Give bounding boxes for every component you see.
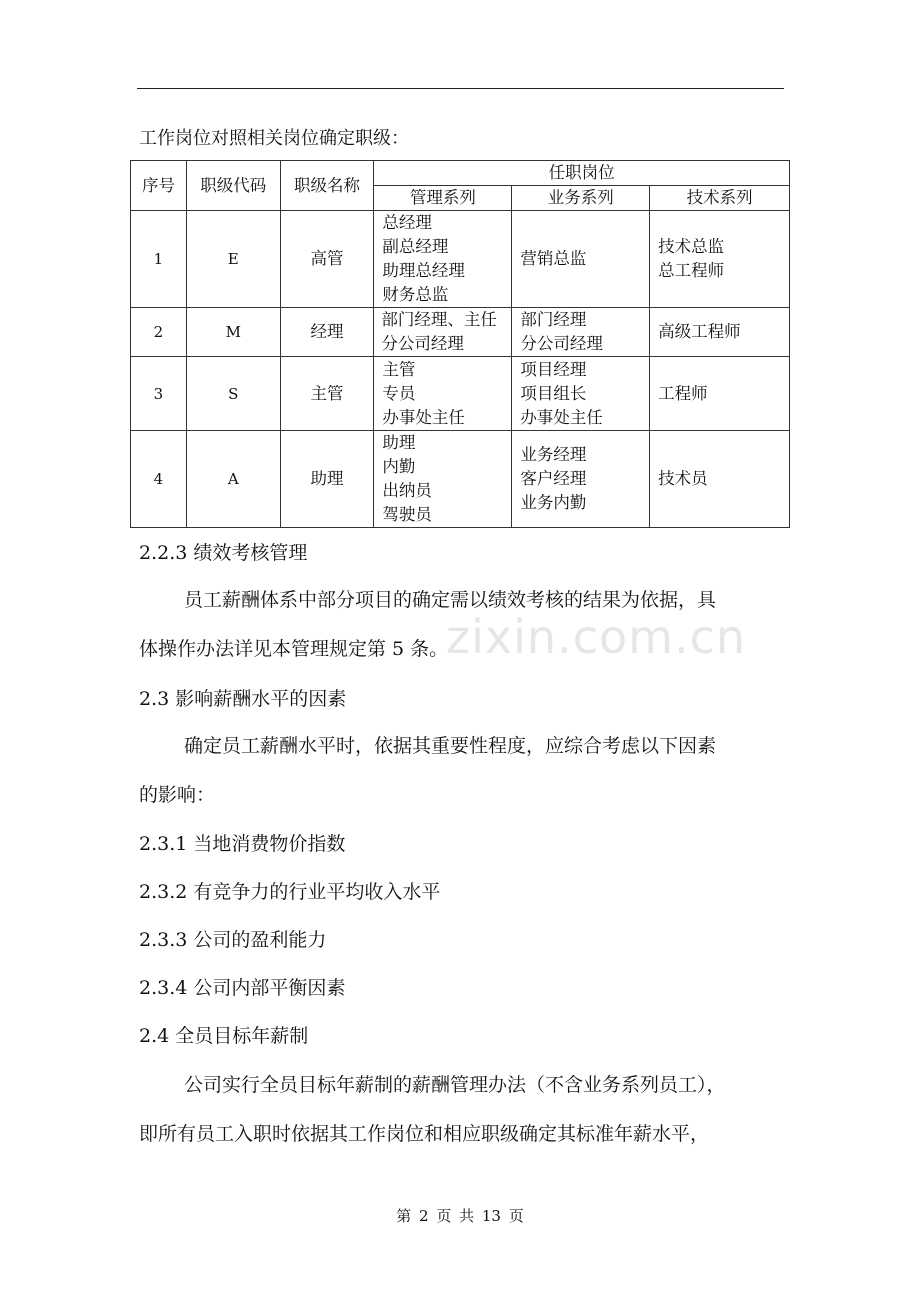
- cell-line: 分公司经理: [381, 334, 464, 353]
- row-code: E: [186, 211, 280, 308]
- cell-line: 财务总监: [382, 285, 449, 304]
- section-heading-2-3: 2.3 影响薪酬水平的因素: [139, 688, 347, 710]
- row-biz-cell: [512, 431, 650, 528]
- row-biz-cell: [512, 211, 650, 308]
- row-mgmt-cell: [374, 431, 512, 528]
- row-tech-cell: [650, 308, 790, 357]
- section-heading-2-3-4: 2.3.4 公司内部平衡因素: [139, 977, 346, 999]
- table-row: [131, 308, 790, 357]
- section-heading-2-4: 2.4 全员目标年薪制: [139, 1025, 309, 1047]
- cell-line: 工程师: [658, 383, 708, 403]
- cell-line: 出纳员: [382, 481, 432, 500]
- row-seq: 4: [131, 431, 187, 528]
- grade-table: [130, 160, 790, 528]
- cell-line: 内勤: [382, 457, 416, 476]
- cell-line: 高级工程师: [658, 322, 741, 341]
- row-seq: 2: [131, 308, 187, 357]
- row-tech-cell: [650, 211, 790, 308]
- cell-line: 分公司经理: [520, 334, 603, 353]
- paragraph-line: 公司实行全员目标年薪制的薪酬管理办法（不含业务系列员工），: [184, 1074, 726, 1096]
- cell-line: 技术员: [658, 469, 708, 488]
- row-tech-cell: [650, 431, 790, 528]
- cell-line: 技术总监: [658, 237, 725, 256]
- section-heading-2-3-2: 2.3.2 有竞争力的行业平均收入水平: [139, 881, 441, 903]
- row-biz-cell: [512, 357, 650, 431]
- section-heading-2-3-3: 2.3.3 公司的盈利能力: [139, 929, 327, 951]
- row-biz-cell: [512, 308, 650, 357]
- cell-line: 办事处主任: [520, 407, 603, 427]
- row-grade-name: 助理: [280, 431, 374, 528]
- table-intro: 工作岗位对照相关岗位确定职级：: [139, 128, 409, 149]
- cell-line: 助理: [382, 433, 416, 452]
- cell-line: 办事处主任: [382, 407, 465, 427]
- cell-line: 部门经理: [520, 310, 587, 329]
- cell-line: 业务内勤: [520, 493, 587, 512]
- row-mgmt-cell: [374, 211, 512, 308]
- cell-line: 总工程师: [658, 261, 725, 280]
- row-grade-name: 经理: [280, 308, 374, 357]
- header-tech: 技术系列: [650, 186, 790, 211]
- watermark: zixin.com.cn: [446, 610, 747, 664]
- header-rule: [137, 88, 784, 89]
- header-mgmt: 管理系列: [374, 186, 512, 211]
- cell-line: 业务经理: [520, 445, 587, 464]
- header-seq: 序号: [131, 161, 187, 211]
- page-footer: 第 2 页 共 13 页: [396, 1207, 524, 1225]
- paragraph-line: 的影响：: [139, 784, 216, 806]
- paragraph-line: 确定员工薪酬水平时，依据其重要性程度，应综合考虑以下因素: [184, 735, 717, 757]
- section-heading-2-2-3: 2.2.3 绩效考核管理: [139, 542, 308, 564]
- row-mgmt-cell: [374, 308, 512, 357]
- cell-line: 主管: [382, 359, 416, 379]
- section-heading-2-3-1: 2.3.1 当地消费物价指数: [139, 833, 346, 855]
- cell-line: 部门经理、主任: [381, 310, 497, 329]
- row-code: M: [186, 308, 280, 357]
- paragraph-line: 体操作办法详见本管理规定第 5 条。: [139, 638, 449, 660]
- table-row: [131, 211, 790, 308]
- cell-line: 副总经理: [382, 237, 449, 256]
- cell-line: 营销总监: [520, 249, 587, 268]
- cell-line: 项目组长: [520, 383, 587, 403]
- paragraph-line: 员工薪酬体系中部分项目的确定需以绩效考核的结果为依据，具: [184, 589, 717, 611]
- row-tech-cell: [650, 357, 790, 431]
- cell-line: 客户经理: [520, 469, 587, 488]
- cell-line: 驾驶员: [382, 505, 432, 524]
- row-mgmt-cell: [374, 357, 512, 431]
- paragraph-line: 即所有员工入职时依据其工作岗位和相应职级确定其标准年薪水平，: [139, 1123, 710, 1145]
- row-grade-name: 高管: [280, 211, 374, 308]
- table-row: [131, 357, 790, 431]
- cell-line: 项目经理: [520, 359, 587, 379]
- cell-line: 专员: [382, 383, 416, 403]
- row-code: A: [186, 431, 280, 528]
- header-code: 职级代码: [186, 161, 280, 211]
- table-row: [131, 431, 790, 528]
- cell-line: 总经理: [382, 213, 432, 232]
- row-seq: 1: [131, 211, 187, 308]
- row-code: S: [186, 357, 280, 431]
- row-seq: 3: [131, 357, 187, 431]
- header-group: 任职岗位: [374, 161, 790, 186]
- cell-line: 助理总经理: [382, 261, 465, 280]
- row-grade-name: 主管: [280, 357, 374, 431]
- header-name: 职级名称: [280, 161, 374, 211]
- table-header-row: [131, 161, 790, 186]
- header-biz: 业务系列: [512, 186, 650, 211]
